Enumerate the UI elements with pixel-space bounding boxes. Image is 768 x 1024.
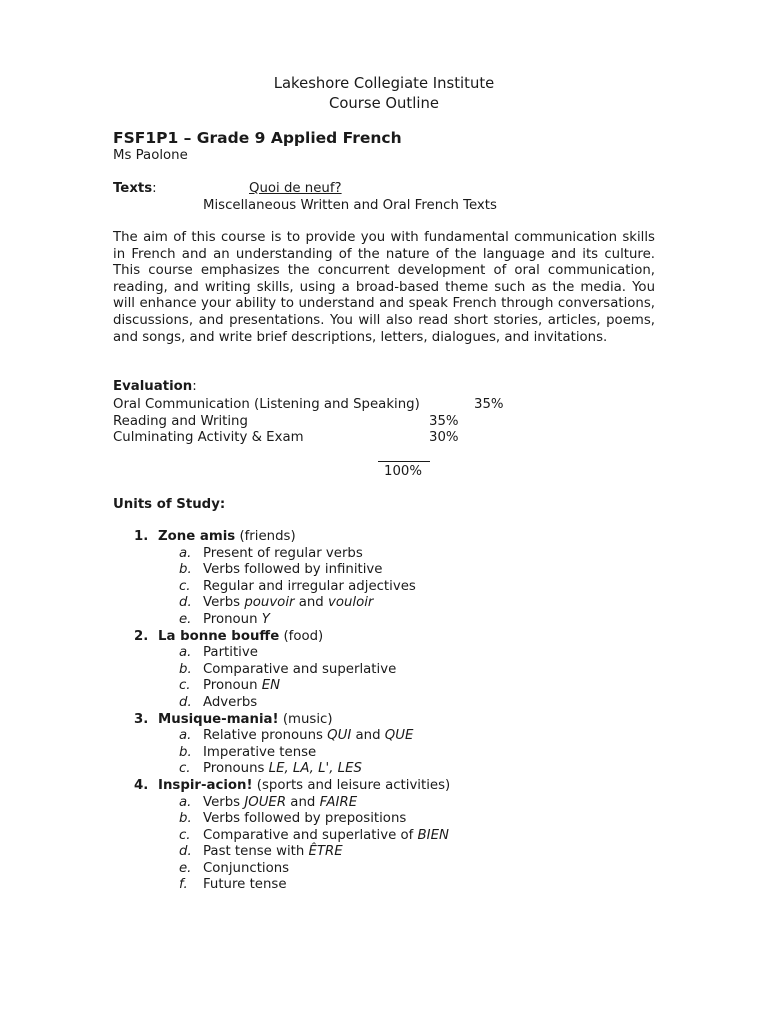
topic-item <box>113 595 673 612</box>
topic-letter: a. <box>179 545 192 561</box>
evaluation-item-percent: 35% <box>429 414 459 429</box>
topic-text-part: Relative pronouns <box>203 728 328 744</box>
topic-text-part: and <box>351 728 385 744</box>
course-description: The aim of this course is to provide you with fundamental communication skills in French and an understanding of the nature of the language and its culture. This course emphasizes the concurrent development of oral communication, reading, and writing skills, using a broad-based theme such as the media. You will enhance your ability to understand and speak French through conversations, discussions, and presentations. You will also read short stories, articles, poems, and songs, and write brief descriptions, letters, dialogues, and invitations. <box>113 230 655 345</box>
topic-term: Y <box>261 611 270 627</box>
evaluation-item-percent: 35% <box>474 397 504 412</box>
topic-term: pouvoir <box>244 595 295 611</box>
topic-letter: d. <box>179 595 192 611</box>
topic-item <box>113 562 673 579</box>
topic-item <box>113 645 673 662</box>
unit-number: 3. <box>134 711 149 727</box>
topic-text-part: Past tense with <box>203 844 309 860</box>
unit-note: (food) <box>283 628 324 644</box>
primary-text: Quoi de neuf? <box>249 181 342 196</box>
unit-item <box>113 629 673 646</box>
topic-text <box>203 761 362 778</box>
units-list <box>113 529 673 894</box>
topic-letter: d. <box>179 844 192 860</box>
topic-item <box>113 861 673 878</box>
topic-letter: c. <box>179 578 191 594</box>
evaluation-item-name: Culminating Activity & Exam <box>113 430 304 445</box>
unit-title: Inspir-acion! <box>158 777 253 793</box>
topic-letter: a. <box>179 728 192 744</box>
topic-text-part: Pronoun <box>203 678 262 694</box>
topic-text-part: Comparative and superlative of <box>203 827 418 843</box>
topic-term: FAIRE <box>319 794 358 810</box>
topic-text: Regular and irregular adjectives <box>203 578 416 594</box>
topic-text-part: Pronouns <box>203 761 269 777</box>
unit-note: (sports and leisure activities) <box>256 777 451 793</box>
unit-number: 1. <box>134 529 149 544</box>
topic-text <box>203 728 413 745</box>
texts-label: Texts <box>113 181 153 196</box>
topic-letter: c. <box>179 827 191 843</box>
topic-letter: f. <box>179 877 188 893</box>
topic-item <box>113 844 673 861</box>
topic-text: Imperative tense <box>203 744 317 760</box>
topic-letter: e. <box>179 611 192 627</box>
topic-term: JOUER <box>244 794 287 810</box>
course-title: FSF1P1 – Grade 9 Applied French <box>113 129 402 147</box>
topic-text: Adverbs <box>203 694 258 710</box>
school-name: Lakeshore Collegiate Institute <box>273 75 495 92</box>
unit-item <box>113 529 673 546</box>
evaluation-total: 100% <box>384 464 423 479</box>
unit-title: Musique-mania! <box>158 711 279 727</box>
topic-item <box>113 728 673 745</box>
unit-item <box>113 778 673 795</box>
unit-note: (friends) <box>239 529 296 544</box>
topic-term: QUI <box>327 728 352 744</box>
texts-heading: Texts: <box>113 181 157 196</box>
unit-note: (music) <box>282 711 333 727</box>
topic-text: Partitive <box>203 645 258 661</box>
topic-item <box>113 745 673 762</box>
topic-text <box>203 612 270 629</box>
topic-text: Present of regular verbs <box>203 545 363 561</box>
topic-letter: c. <box>179 678 191 694</box>
topic-text <box>203 795 357 812</box>
document-title: Course Outline <box>329 95 439 112</box>
total-rule <box>378 461 430 462</box>
topic-term: ÊTRE <box>308 844 343 860</box>
topic-item <box>113 877 673 894</box>
unit-title: La bonne bouffe <box>158 628 280 644</box>
evaluation-item-name: Reading and Writing <box>113 414 248 429</box>
secondary-text: Miscellaneous Written and Oral French Texts <box>203 198 497 213</box>
topic-item <box>113 612 673 629</box>
topic-text: Verbs followed by prepositions <box>203 811 407 827</box>
evaluation-item-name: Oral Communication (Listening and Speaking) <box>113 397 420 412</box>
unit-number: 2. <box>134 628 149 644</box>
topic-letter: b. <box>179 661 192 677</box>
topic-item <box>113 579 673 596</box>
topic-item <box>113 761 673 778</box>
teacher-name: Ms Paolone <box>113 148 188 163</box>
topic-text-part: Verbs <box>203 595 245 611</box>
topic-term: vouloir <box>327 595 374 611</box>
topic-text-part: Verbs <box>203 794 245 810</box>
topic-text: Future tense <box>203 877 287 893</box>
topic-term: LE, LA, L', LES <box>268 761 362 777</box>
topic-text <box>203 678 280 695</box>
topic-item <box>113 828 673 845</box>
topic-letter: a. <box>179 645 192 661</box>
topic-text: Conjunctions <box>203 860 290 876</box>
topic-item <box>113 695 673 712</box>
topic-letter: e. <box>179 860 192 876</box>
unit-item <box>113 712 673 729</box>
evaluation-label: Evaluation <box>113 379 193 394</box>
topic-text-part: and <box>286 794 320 810</box>
topic-term: QUE <box>384 728 414 744</box>
topic-letter: c. <box>179 761 191 777</box>
unit-number: 4. <box>134 777 149 793</box>
topic-letter: b. <box>179 744 192 760</box>
topic-letter: d. <box>179 694 192 710</box>
units-heading: Units of Study: <box>113 497 226 512</box>
topic-letter: b. <box>179 811 192 827</box>
evaluation-heading: Evaluation: <box>113 379 197 394</box>
topic-letter: b. <box>179 562 192 578</box>
topic-item <box>113 662 673 679</box>
topic-text-part: and <box>294 595 328 611</box>
unit-title: Zone amis <box>158 529 236 544</box>
topic-letter: a. <box>179 794 192 810</box>
topic-item <box>113 811 673 828</box>
topic-term: BIEN <box>417 827 449 843</box>
topic-text: Verbs followed by infinitive <box>203 562 383 578</box>
topic-text <box>203 844 343 861</box>
topic-item <box>113 546 673 563</box>
topic-text <box>203 828 449 845</box>
topic-text-part: Pronoun <box>203 611 262 627</box>
topic-item <box>113 678 673 695</box>
topic-term: EN <box>261 678 281 694</box>
evaluation-item-percent: 30% <box>429 430 459 445</box>
topic-item <box>113 795 673 812</box>
topic-text <box>203 595 373 612</box>
topic-text: Comparative and superlative <box>203 661 397 677</box>
